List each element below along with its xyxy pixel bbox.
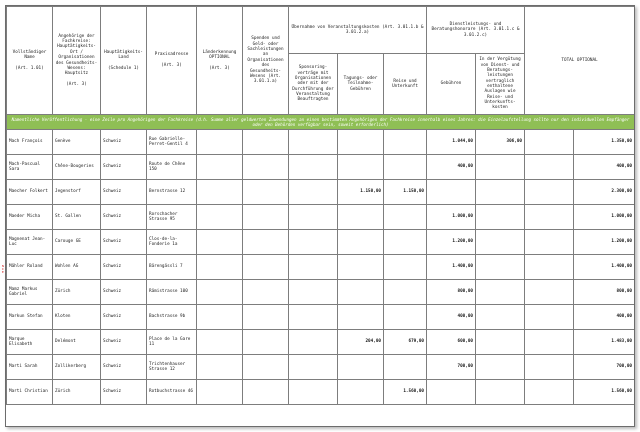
donation-cell	[243, 380, 289, 405]
expenses-cell	[476, 305, 525, 330]
fees-cell: 700,00	[427, 355, 476, 380]
registration-cell: 1.150,00	[338, 180, 384, 205]
expenses-cell	[476, 230, 525, 255]
name-cell: Markun Stefan	[7, 305, 53, 330]
donation-cell	[243, 155, 289, 180]
address-cell: Rue Gabrielle-Perret-Gentil 4	[147, 130, 197, 155]
fees-cell: 400,00	[427, 305, 476, 330]
country-code-cell	[197, 205, 243, 230]
header-donations: Spenden und Geld- oder Sachleistungen an Organisationen des Gesundheits-Wesens (Art. 3.01.1.a)	[243, 7, 289, 115]
expenses-cell	[476, 355, 525, 380]
fees-cell: 600,00	[427, 330, 476, 355]
travel-cell	[384, 130, 427, 155]
table-row	[7, 280, 635, 305]
registration-cell	[338, 230, 384, 255]
total-cell: 1.483,00	[574, 330, 635, 355]
travel-cell: 1.560,00	[384, 380, 427, 405]
country-cell: Schweiz	[101, 305, 147, 330]
spacer-cell	[525, 305, 574, 330]
country-cell: Schweiz	[101, 205, 147, 230]
total-cell: 1.560,00	[574, 380, 635, 405]
table-row	[7, 130, 635, 155]
table-row	[7, 180, 635, 205]
header-country-code: Länderkennung OPTIONAL (Art. 3)	[197, 7, 243, 115]
disclosure-table	[6, 6, 635, 405]
header-full-name: Vollständiger Name (Art. 1.01)	[7, 7, 53, 115]
name-cell: Mach François	[7, 130, 53, 155]
expenses-cell	[476, 255, 525, 280]
travel-cell	[384, 205, 427, 230]
location-cell: Zürich	[53, 280, 101, 305]
donation-cell	[243, 180, 289, 205]
sponsoring-cell	[289, 330, 338, 355]
fees-cell: 400,00	[427, 155, 476, 180]
registration-cell	[338, 255, 384, 280]
expenses-cell	[476, 380, 525, 405]
table-row	[7, 155, 635, 180]
address-cell: Bärengässli 7	[147, 255, 197, 280]
location-cell: Wohlen AG	[53, 255, 101, 280]
location-cell: Kloten	[53, 305, 101, 330]
name-cell: Marti Christian	[7, 380, 53, 405]
country-code-cell	[197, 280, 243, 305]
country-cell: Schweiz	[101, 180, 147, 205]
total-cell: 1.200,00	[574, 230, 635, 255]
sponsoring-cell	[289, 230, 338, 255]
country-code-cell	[197, 155, 243, 180]
total-cell: 700,00	[574, 355, 635, 380]
sponsoring-cell	[289, 180, 338, 205]
registration-cell: 204,00	[338, 330, 384, 355]
header-fees: Gebühren	[427, 54, 476, 115]
spacer-cell	[525, 230, 574, 255]
header-country: Hauptätigkeits-Land (Schedule 1)	[101, 7, 147, 115]
country-cell: Schweiz	[101, 330, 147, 355]
fees-cell: 1.200,00	[427, 230, 476, 255]
table-row	[7, 305, 635, 330]
table-row	[7, 230, 635, 255]
registration-cell	[338, 305, 384, 330]
expenses-cell: 306,00	[476, 130, 525, 155]
registration-cell	[338, 380, 384, 405]
expenses-cell	[476, 180, 525, 205]
total-cell: 2.300,00	[574, 180, 635, 205]
spacer-cell	[525, 355, 574, 380]
country-code-cell	[197, 355, 243, 380]
spacer-cell	[525, 205, 574, 230]
spacer-cell	[525, 330, 574, 355]
sponsoring-cell	[289, 255, 338, 280]
country-code-cell	[197, 330, 243, 355]
spacer-cell	[525, 180, 574, 205]
location-cell: St. Gallen	[53, 205, 101, 230]
name-cell: Mach-Pascual Sara	[7, 155, 53, 180]
spacer-cell	[525, 280, 574, 305]
travel-cell: 679,00	[384, 330, 427, 355]
total-cell: 1.000,00	[574, 205, 635, 230]
registration-cell	[338, 130, 384, 155]
expenses-cell	[476, 155, 525, 180]
country-cell: Schweiz	[101, 230, 147, 255]
location-cell: Genève	[53, 130, 101, 155]
header-registration-fees: Tagungs- oder Teilnahme-Gebühren	[338, 54, 384, 115]
total-cell: 400,00	[574, 305, 635, 330]
fees-cell: 1.400,00	[427, 255, 476, 280]
section-banner: Namentliche Veröffentlichung - eine Zeile pro Angehörigen der Fachkreise (d.h. Summe aller geldwerten Zuwendungen an einen bestimmten Angehörigen der Fachkreise innerhalb eines Jahres: die Einzelaufstellung sollte nur den individuellen Empfänger oder den Behörden verfügbar sein, soweit erforderlich)	[7, 115, 635, 130]
disclosure-sheet	[5, 5, 635, 427]
location-cell: Zollikerberg	[53, 355, 101, 380]
country-cell: Schweiz	[101, 280, 147, 305]
registration-cell	[338, 205, 384, 230]
address-cell: Rämistrasse 100	[147, 280, 197, 305]
address-cell: Bachstrasse 9b	[147, 305, 197, 330]
header-practice-address: Praxisadresse (Art. 3)	[147, 7, 197, 115]
total-cell: 1.400,00	[574, 255, 635, 280]
country-code-cell	[197, 380, 243, 405]
name-cell: Magnenat Jean-Luc	[7, 230, 53, 255]
sponsoring-cell	[289, 380, 338, 405]
address-cell: Route de Chêne 150	[147, 155, 197, 180]
country-cell: Schweiz	[101, 355, 147, 380]
sponsoring-cell	[289, 205, 338, 230]
country-code-cell	[197, 130, 243, 155]
table-row	[7, 255, 635, 280]
expenses-cell	[476, 330, 525, 355]
travel-cell	[384, 230, 427, 255]
fees-cell	[427, 380, 476, 405]
country-code-cell	[197, 230, 243, 255]
country-cell: Schweiz	[101, 155, 147, 180]
header-expenses: In der Vergütung von Dienst- und Beratungs-leistungen vertraglich enthaltene Auslagen wie Reise- und Unterkunfts-kosten	[476, 54, 525, 115]
donation-cell	[243, 205, 289, 230]
table-row	[7, 205, 635, 230]
donation-cell	[243, 230, 289, 255]
travel-cell	[384, 280, 427, 305]
donation-cell	[243, 130, 289, 155]
address-cell: Place de la Gare 11	[147, 330, 197, 355]
location-cell: Chêne-Bougeries	[53, 155, 101, 180]
sponsoring-cell	[289, 355, 338, 380]
total-cell: 800,00	[574, 280, 635, 305]
table-row	[7, 330, 635, 355]
registration-cell	[338, 355, 384, 380]
donation-cell	[243, 255, 289, 280]
fees-cell	[427, 180, 476, 205]
spacer-cell	[525, 255, 574, 280]
address-cell: Rotbuchstrasse 46	[147, 380, 197, 405]
travel-cell: 1.150,00	[384, 180, 427, 205]
country-code-cell	[197, 305, 243, 330]
name-cell: Mamz Markus Gabriel	[7, 280, 53, 305]
location-cell: Delémont	[53, 330, 101, 355]
name-cell: Maecher Folkert	[7, 180, 53, 205]
country-code-cell	[197, 180, 243, 205]
fees-cell: 1.044,00	[427, 130, 476, 155]
spacer-cell	[525, 155, 574, 180]
spacer-cell	[525, 380, 574, 405]
side-marker: N I E	[2, 264, 4, 274]
sponsoring-cell	[289, 155, 338, 180]
donation-cell	[243, 280, 289, 305]
table-row	[7, 380, 635, 405]
donation-cell	[243, 330, 289, 355]
address-cell: Bernstrasse 12	[147, 180, 197, 205]
spacer-cell	[525, 130, 574, 155]
header-sponsoring: Sponsoring-verträge mit Organisationen oder mit der Durchführung der Veranstaltung Beauftragten	[289, 54, 338, 115]
table-row	[7, 355, 635, 380]
header-consulting-fees: Dienstleistungs- und Beratungshonorare (Art. 3.01.1.c & 3.01.2.c)	[427, 7, 525, 54]
country-cell: Schweiz	[101, 255, 147, 280]
travel-cell	[384, 305, 427, 330]
travel-cell	[384, 155, 427, 180]
total-cell: 1.350,00	[574, 130, 635, 155]
sponsoring-cell	[289, 280, 338, 305]
name-cell: Mähler Roland	[7, 255, 53, 280]
country-code-cell	[197, 255, 243, 280]
name-cell: Marque Elisabeth	[7, 330, 53, 355]
registration-cell	[338, 155, 384, 180]
header-travel: Reise und Unterkunft	[384, 54, 427, 115]
location-cell: Zürich	[53, 380, 101, 405]
sponsoring-cell	[289, 305, 338, 330]
location-cell: Jegenstorf	[53, 180, 101, 205]
fees-cell: 800,00	[427, 280, 476, 305]
sponsoring-cell	[289, 130, 338, 155]
location-cell: Carouge GE	[53, 230, 101, 255]
header-location: Angehörige der Fachkreise: Hauptätigkeits-Ort / Organisationen des Gesundheits-Wesens: Hauptsitz (Art. 3)	[53, 7, 101, 115]
header-total: TOTAL OPTIONAL	[525, 7, 635, 115]
donation-cell	[243, 355, 289, 380]
address-cell: Rorschacher Strasse 95	[147, 205, 197, 230]
country-cell: Schweiz	[101, 130, 147, 155]
donation-cell	[243, 305, 289, 330]
fees-cell: 1.000,00	[427, 205, 476, 230]
name-cell: Maeder Micha	[7, 205, 53, 230]
country-cell: Schweiz	[101, 380, 147, 405]
registration-cell	[338, 280, 384, 305]
travel-cell	[384, 355, 427, 380]
address-cell: Clos-de-la-Fonderie 1a	[147, 230, 197, 255]
expenses-cell	[476, 205, 525, 230]
header-event-costs: Übernahme von Veranstaltungskosten (Art. 3.01.1.b & 3.01.2.a)	[289, 7, 427, 54]
travel-cell	[384, 255, 427, 280]
expenses-cell	[476, 280, 525, 305]
name-cell: Marti Sarah	[7, 355, 53, 380]
total-cell: 400,00	[574, 155, 635, 180]
address-cell: Trichtenhauser Strasse 12	[147, 355, 197, 380]
